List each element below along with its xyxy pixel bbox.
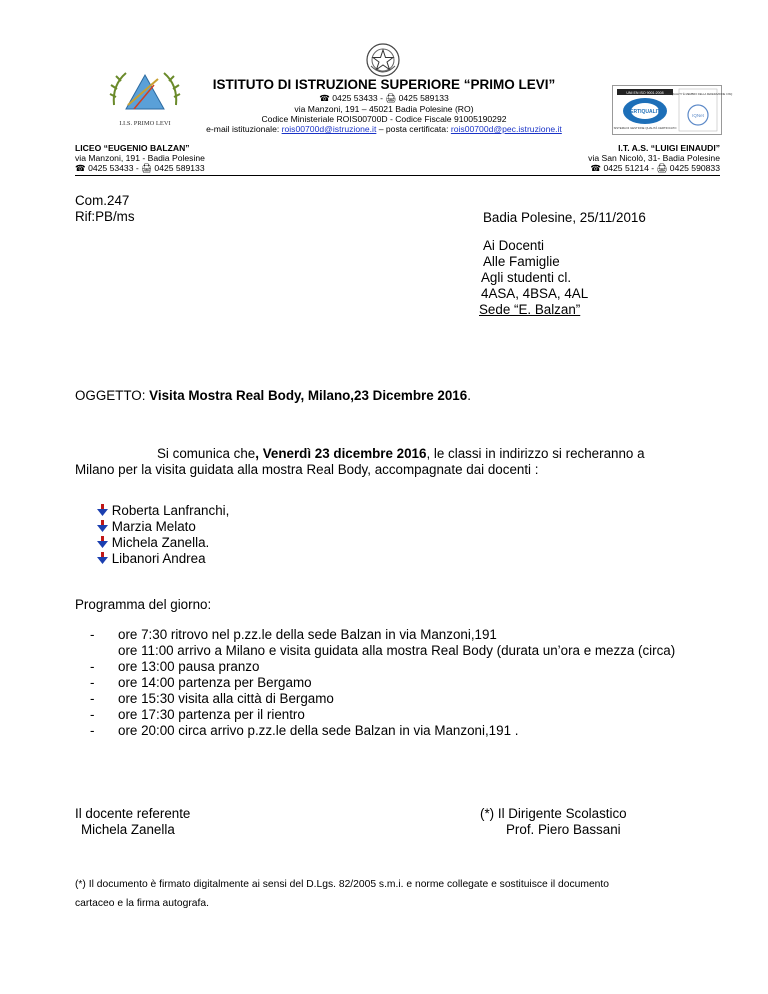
left-school-address: via Manzoni, 191 - Badia Polesine bbox=[75, 153, 205, 163]
list-item bbox=[90, 675, 730, 691]
program-item: ore 14:00 partenza per Bergamo bbox=[118, 675, 312, 690]
recipient-line: Sede “E. Balzan” bbox=[479, 302, 581, 317]
list-item bbox=[90, 627, 730, 643]
left-school-name: LICEO “EUGENIO BALZAN” bbox=[75, 143, 190, 153]
teacher-list bbox=[97, 503, 229, 567]
program-item: ore 13:00 pausa pranzo bbox=[118, 659, 260, 674]
list-item bbox=[90, 707, 730, 723]
reference-code: Rif:PB/ms bbox=[75, 209, 135, 224]
header-divider bbox=[75, 175, 720, 176]
institute-phone-fax: ☎ 0425 53433 - 🖨 0425 589133 bbox=[319, 93, 449, 103]
dash: - bbox=[90, 707, 95, 722]
footnote bbox=[75, 875, 715, 913]
list-item bbox=[90, 723, 730, 739]
communication-number: Com.247 bbox=[75, 193, 130, 208]
cert-top-text: UNI EN ISO 9001:2008 bbox=[626, 90, 664, 95]
list-item bbox=[97, 519, 229, 535]
subject-label: OGGETTO: bbox=[75, 388, 150, 403]
intro-line-1 bbox=[157, 446, 645, 462]
logo-caption: I.I.S. PRIMO LEVI bbox=[119, 120, 171, 127]
cert-bottom-text: SISTEMA DI GESTIONE QUALITÀ CERTIFICATO bbox=[613, 126, 677, 130]
institute-codes: Codice Ministeriale ROIS00700D - Codice Fiscale 91005190292 bbox=[261, 114, 507, 124]
cert2-top-text: CERTIQUALITY È MEMBRO DELLA FEDERAZIONE CISQ bbox=[663, 93, 733, 96]
right-school-address: via San Nicolò, 31- Badia Polesine bbox=[588, 153, 720, 163]
arrow-bullet-icon bbox=[97, 536, 108, 548]
iqnet-badge bbox=[663, 89, 733, 131]
dash: - bbox=[90, 627, 95, 642]
place-date: Badia Polesine, 25/11/2016 bbox=[483, 210, 646, 225]
cert2-name-text: IQNet bbox=[692, 113, 704, 118]
recipient-line: Alle Famiglie bbox=[483, 254, 560, 269]
subject-text: Visita Mostra Real Body, Milano,23 Dicembre 2016 bbox=[149, 388, 468, 403]
teacher-name: Marzia Melato bbox=[111, 519, 196, 534]
program-item: ore 17:30 partenza per il rientro bbox=[118, 707, 305, 722]
program-item: ore 15:30 visita alla città di Bergamo bbox=[118, 691, 334, 706]
arrow-bullet-icon bbox=[97, 504, 108, 516]
dash: - bbox=[90, 675, 95, 690]
cert-name-text: CERTIQUALITY bbox=[626, 109, 664, 115]
program-item: ore 11:00 arrivo a Milano e visita guidata alla mostra Real Body (durata un’ora e mezza (circa) bbox=[118, 643, 676, 658]
email-link[interactable]: rois00700d@istruzione.it bbox=[281, 124, 377, 134]
program-item: ore 20:00 circa arrivo p.zz.le della sede Balzan in via Manzoni,191 . bbox=[118, 723, 519, 738]
school-logo bbox=[104, 65, 186, 131]
institute-address: via Manzoni, 191 – 45021 Badia Polesine (RO) bbox=[294, 104, 474, 114]
subject-line bbox=[75, 388, 471, 404]
teacher-name: Michela Zanella. bbox=[111, 535, 210, 550]
program-title: Programma del giorno: bbox=[75, 597, 212, 612]
italian-republic-emblem bbox=[365, 42, 401, 78]
intro-text-a: Si comunica che bbox=[157, 446, 256, 461]
pec-label: – posta certificata: bbox=[376, 124, 451, 134]
principal-title: (*) Il Dirigente Scolastico bbox=[480, 806, 627, 821]
recipient-line: Ai Docenti bbox=[483, 238, 545, 253]
referent-title: Il docente referente bbox=[75, 806, 191, 821]
list-item bbox=[97, 535, 229, 551]
subject-end: . bbox=[467, 388, 471, 403]
list-item bbox=[97, 551, 229, 567]
program-list bbox=[90, 627, 730, 739]
footnote-line: cartaceo e la firma autografa. bbox=[75, 898, 209, 909]
recipient-line: 4ASA, 4BSA, 4AL bbox=[481, 286, 589, 301]
program-item: ore 7:30 ritrovo nel p.zz.le della sede Balzan in via Manzoni,191 bbox=[118, 627, 497, 642]
pec-link[interactable]: rois00700d@pec.istruzione.it bbox=[450, 124, 562, 134]
dash: - bbox=[90, 659, 95, 674]
intro-date: , Venerdì 23 dicembre 2016 bbox=[255, 446, 427, 461]
list-item bbox=[90, 691, 730, 707]
intro-line-2: Milano per la visita guidata alla mostra Real Body, accompagnate dai docenti : bbox=[75, 462, 539, 477]
list-item bbox=[97, 503, 229, 519]
left-school-phone: ☎ 0425 53433 - 🖨 0425 589133 bbox=[75, 163, 205, 173]
institute-title: ISTITUTO DI ISTRUZIONE SUPERIORE “PRIMO LEVI” bbox=[212, 77, 556, 92]
arrow-bullet-icon bbox=[97, 520, 108, 532]
arrow-bullet-icon bbox=[97, 552, 108, 564]
intro-text-b: , le classi in indirizzo si recheranno a bbox=[426, 446, 645, 461]
recipient-line: Agli studenti cl. bbox=[481, 270, 572, 285]
list-item bbox=[90, 659, 730, 675]
referent-name: Michela Zanella bbox=[81, 822, 175, 837]
certification-badges bbox=[612, 85, 733, 135]
institute-email-line bbox=[160, 124, 608, 134]
right-school-phone: ☎ 0425 51214 - 🖨 0425 590833 bbox=[590, 163, 720, 173]
teacher-name: Roberta Lanfranchi, bbox=[111, 503, 230, 518]
teacher-name: Libanori Andrea bbox=[111, 551, 206, 566]
email-label: e-mail istituzionale: bbox=[206, 124, 282, 134]
right-school-name: I.T. A.S. “LUIGI EINAUDI” bbox=[618, 143, 720, 153]
principal-name: Prof. Piero Bassani bbox=[506, 822, 621, 837]
list-item bbox=[90, 643, 730, 659]
dash: - bbox=[90, 723, 95, 738]
dash: - bbox=[90, 691, 95, 706]
footnote-line: (*) Il documento è firmato digitalmente ai sensi del D.Lgs. 82/2005 s.m.i. e norme collegate e sostituisce il documento bbox=[75, 879, 609, 890]
